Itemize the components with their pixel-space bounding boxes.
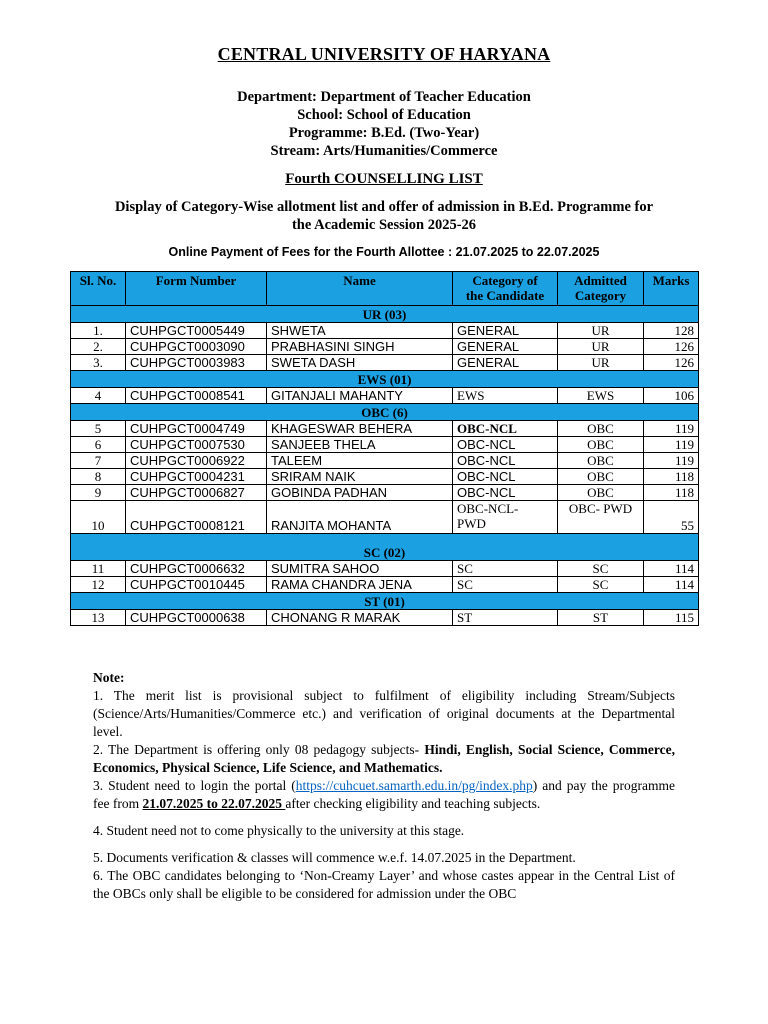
table-row — [71, 339, 699, 355]
cell-name: RANJITA MOHANTA — [267, 501, 453, 534]
cell-form: CUHPGCT0004749 — [126, 421, 267, 437]
cell-admitted: OBC — [558, 421, 644, 437]
group-label: ST (01) — [71, 593, 699, 610]
cell-sl: 5 — [71, 421, 126, 437]
cell-form: CUHPGCT0003983 — [126, 355, 267, 371]
cell-form: CUHPGCT0005449 — [126, 323, 267, 339]
cell-name: SHWETA — [267, 323, 453, 339]
programme-line: Programme: B.Ed. (Two-Year) — [288, 125, 480, 141]
cell-category: OBC-NCL — [453, 437, 558, 453]
note-1: 1. The merit list is provisional subject to fulfilment of eligibility including Stream/Subjects (Science/Arts/Humanities/Commerce etc.) and verification of original documents at the Departmental level. — [93, 688, 675, 739]
cell-marks: 119 — [644, 453, 699, 469]
notes-heading: Note: — [93, 670, 125, 685]
cell-category-line1: OBC-NCL- — [457, 501, 519, 516]
cell-sl: 1. — [71, 323, 126, 339]
cell-category: GENERAL — [453, 355, 558, 371]
col-marks: Marks — [644, 272, 699, 306]
cell-name: KHAGESWAR BEHERA — [267, 421, 453, 437]
cell-sl: 9 — [71, 485, 126, 501]
cell-name: SRIRAM NAIK — [267, 469, 453, 485]
col-sl-no: Sl. No. — [71, 272, 126, 306]
cell-admitted: SC — [558, 577, 644, 593]
note-6: 6. The OBC candidates belonging to ‘Non-Creamy Layer’ and whose castes appear in the Central List of the OBCs only shall be eligible to be considered for admission under the OBC — [93, 868, 675, 901]
table-row — [71, 323, 699, 339]
cell-category: OBC-NCL — [453, 453, 558, 469]
cell-category-line2: PWD — [457, 516, 486, 531]
cell-form: CUHPGCT0008121 — [126, 501, 267, 534]
cell-sl: 6 — [71, 437, 126, 453]
cell-form: CUHPGCT0006632 — [126, 561, 267, 577]
cell-category: OBC-NCL — [453, 485, 558, 501]
cell-form: CUHPGCT0007530 — [126, 437, 267, 453]
table-row — [71, 577, 699, 593]
note-2-text: 2. The Department is offering only 08 pedagogy subjects- — [93, 742, 425, 757]
cell-name: GITANJALI MAHANTY — [267, 388, 453, 404]
table-row — [71, 388, 699, 404]
col-admitted-category — [558, 272, 644, 306]
col-form-number: Form Number — [126, 272, 267, 306]
cell-form: CUHPGCT0000638 — [126, 610, 267, 626]
group-label: EWS (01) — [71, 371, 699, 388]
cell-marks: 55 — [644, 501, 699, 534]
cell-form: CUHPGCT0006922 — [126, 453, 267, 469]
cell-category: SC — [453, 561, 558, 577]
cell-admitted: OBC — [558, 437, 644, 453]
note-2-subjects: Hindi, English, Social Science, Commerce, Economics, Physical Science, Life Science, and Mathematics. — [93, 742, 675, 775]
cell-category: OBC-NCL — [453, 421, 558, 437]
stream-line: Stream: Arts/Humanities/Commerce — [270, 143, 498, 159]
payment-dates: Online Payment of Fees for the Fourth Allottee : 21.07.2025 to 22.07.2025 — [168, 245, 600, 259]
cell-sl: 3. — [71, 355, 126, 371]
cell-sl: 10 — [71, 501, 126, 534]
cell-marks: 118 — [644, 485, 699, 501]
cell-category: GENERAL — [453, 323, 558, 339]
cell-sl: 2. — [71, 339, 126, 355]
cell-category: EWS — [453, 388, 558, 404]
cell-category: SC — [453, 577, 558, 593]
cell-name: SUMITRA SAHOO — [267, 561, 453, 577]
portal-link[interactable]: https://cuhcuet.samarth.edu.in/pg/index.php — [295, 778, 533, 793]
table-row — [71, 421, 699, 437]
cell-form: CUHPGCT0004231 — [126, 469, 267, 485]
display-line-2: the Academic Session 2025-26 — [291, 217, 477, 233]
group-label: OBC (6) — [71, 404, 699, 421]
cell-sl: 12 — [71, 577, 126, 593]
display-description — [80, 198, 688, 234]
table-row — [71, 437, 699, 453]
cell-marks: 126 — [644, 339, 699, 355]
note-3-suffix: after checking eligibility and teaching subjects. — [285, 796, 541, 811]
cell-category: GENERAL — [453, 339, 558, 355]
list-title-text: Fourth COUNSELLING LIST — [285, 171, 483, 187]
group-row-st — [71, 593, 699, 610]
note-3-text: 3. Student need to login the portal ( — [93, 778, 296, 793]
department-info — [0, 88, 768, 160]
cell-marks: 119 — [644, 437, 699, 453]
cell-name: TALEEM — [267, 453, 453, 469]
cell-name: SWETA DASH — [267, 355, 453, 371]
note-5: 5. Documents verification & classes will commence w.e.f. 14.07.2025 in the Department. — [93, 850, 576, 865]
cell-admitted: OBC — [558, 469, 644, 485]
department-line: Department: Department of Teacher Education — [237, 89, 531, 105]
group-row-ews — [71, 371, 699, 388]
university-title — [0, 44, 768, 65]
col-category-line2: the Candidate — [465, 288, 545, 303]
cell-admitted: SC — [558, 561, 644, 577]
cell-marks: 128 — [644, 323, 699, 339]
cell-marks: 114 — [644, 577, 699, 593]
cell-form: CUHPGCT0003090 — [126, 339, 267, 355]
cell-name: PRABHASINI SINGH — [267, 339, 453, 355]
cell-name: RAMA CHANDRA JENA — [267, 577, 453, 593]
cell-admitted: OBC- PWD — [558, 501, 644, 534]
allotment-table — [70, 271, 699, 626]
cell-form: CUHPGCT0008541 — [126, 388, 267, 404]
cell-admitted: ST — [558, 610, 644, 626]
cell-admitted: UR — [558, 339, 644, 355]
note-3-dates: 21.07.2025 to 22.07.2025 — [142, 796, 286, 811]
cell-category: OBC-NCL — [453, 469, 558, 485]
cell-sl: 11 — [71, 561, 126, 577]
university-name: CENTRAL UNIVERSITY OF HARYANA — [217, 44, 551, 64]
display-line-1: Display of Category-Wise allotment list and offer of admission in B.Ed. Programme for — [114, 199, 654, 215]
cell-sl: 4 — [71, 388, 126, 404]
cell-marks: 114 — [644, 561, 699, 577]
table-row — [71, 469, 699, 485]
cell-marks: 106 — [644, 388, 699, 404]
group-row-obc — [71, 404, 699, 421]
cell-admitted: OBC — [558, 453, 644, 469]
cell-name: CHONANG R MARAK — [267, 610, 453, 626]
col-category — [453, 272, 558, 306]
group-row-ur — [71, 306, 699, 323]
cell-marks: 115 — [644, 610, 699, 626]
group-row-sc — [71, 534, 699, 561]
cell-marks: 126 — [644, 355, 699, 371]
col-admitted-line2: Category — [574, 288, 627, 303]
note-4: 4. Student need not to come physically to the university at this stage. — [93, 823, 465, 838]
col-name: Name — [267, 272, 453, 306]
cell-admitted: UR — [558, 355, 644, 371]
cell-admitted: OBC — [558, 485, 644, 501]
cell-admitted: EWS — [558, 388, 644, 404]
group-label: SC (02) — [71, 534, 699, 561]
counselling-list-title — [0, 171, 768, 188]
notes-section — [93, 669, 675, 903]
note-3-mid: ) and pay the programme fee from — [93, 778, 676, 811]
table-row — [71, 610, 699, 626]
table-row — [71, 453, 699, 469]
cell-form: CUHPGCT0006827 — [126, 485, 267, 501]
cell-category — [453, 501, 558, 534]
cell-sl: 8 — [71, 469, 126, 485]
cell-name: SANJEEB THELA — [267, 437, 453, 453]
col-category-line1: Category of — [472, 273, 538, 288]
cell-name: GOBINDA PADHAN — [267, 485, 453, 501]
cell-sl: 13 — [71, 610, 126, 626]
table-row — [71, 355, 699, 371]
table-row — [71, 485, 699, 501]
table-row — [71, 561, 699, 577]
cell-marks: 119 — [644, 421, 699, 437]
note-2 — [93, 741, 675, 777]
cell-marks: 118 — [644, 469, 699, 485]
col-admitted-line1: Admitted — [574, 273, 627, 288]
cell-category: ST — [453, 610, 558, 626]
cell-form: CUHPGCT0010445 — [126, 577, 267, 593]
table-header-row — [71, 272, 699, 306]
group-label: UR (03) — [71, 306, 699, 323]
table-row — [71, 501, 699, 534]
school-line: School: School of Education — [297, 107, 471, 123]
note-3 — [93, 777, 675, 813]
cell-sl: 7 — [71, 453, 126, 469]
cell-admitted: UR — [558, 323, 644, 339]
